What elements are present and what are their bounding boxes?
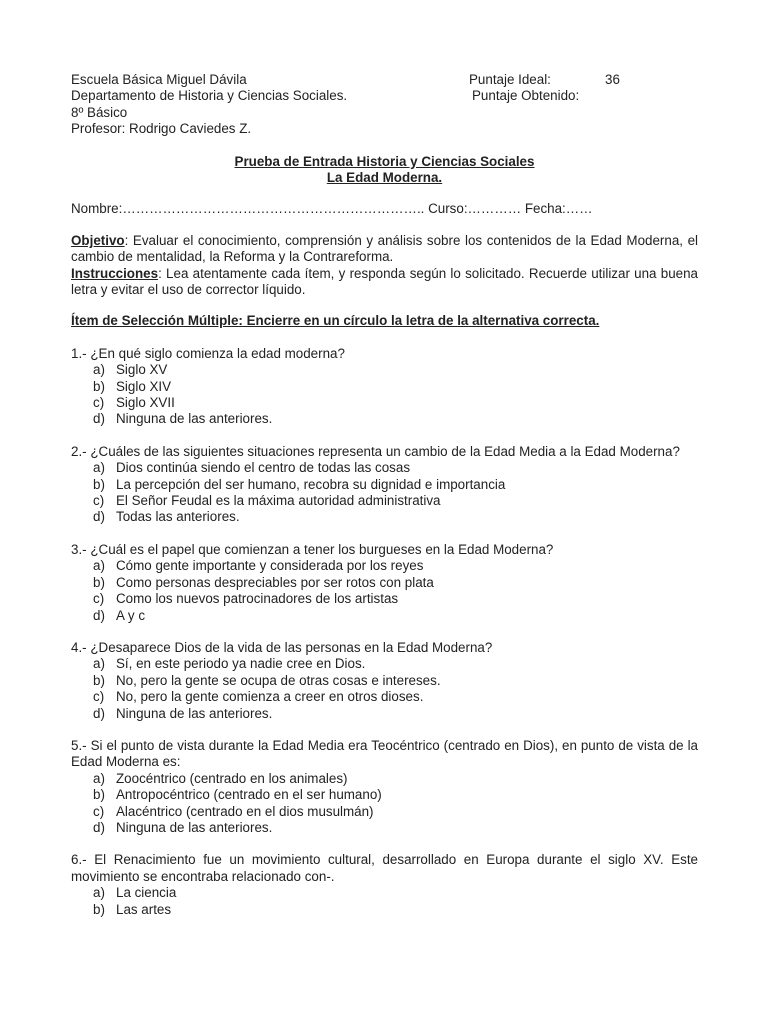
option-d[interactable] bbox=[71, 706, 698, 722]
option-text: Cómo gente importante y considerada por los reyes bbox=[116, 558, 424, 574]
option-letter[interactable]: d) bbox=[93, 509, 105, 525]
option-letter[interactable]: a) bbox=[93, 362, 105, 378]
option-letter[interactable]: b) bbox=[93, 574, 105, 590]
option-text: Ninguna de las anteriores. bbox=[116, 705, 273, 721]
option-a[interactable] bbox=[71, 771, 698, 787]
option-text: El Señor Feudal es la máxima autoridad administrativa bbox=[116, 493, 441, 509]
grade-line: 8º Básico bbox=[71, 104, 128, 120]
objective-label: Objetivo bbox=[71, 232, 125, 248]
option-letter[interactable]: b) bbox=[93, 378, 105, 394]
option-text: Como los nuevos patrocinadores de los artistas bbox=[116, 591, 399, 607]
option-letter[interactable]: a) bbox=[93, 770, 105, 786]
option-d[interactable] bbox=[71, 608, 698, 624]
option-c[interactable] bbox=[71, 689, 698, 705]
option-c[interactable] bbox=[71, 804, 698, 820]
option-text: Las artes bbox=[116, 901, 172, 917]
option-c[interactable] bbox=[71, 395, 698, 411]
option-letter[interactable]: d) bbox=[93, 411, 105, 427]
option-letter[interactable]: c) bbox=[93, 591, 105, 607]
option-b[interactable] bbox=[71, 379, 698, 395]
objective-paragraph bbox=[71, 233, 698, 266]
option-text: Todas las anteriores. bbox=[116, 509, 240, 525]
exam-title: Prueba de Entrada Historia y Ciencias Sociales bbox=[234, 153, 535, 169]
option-a[interactable] bbox=[71, 362, 698, 378]
department-name: Departamento de Historia y Ciencias Sociales. bbox=[71, 88, 348, 104]
option-letter[interactable]: b) bbox=[93, 672, 105, 688]
option-c[interactable] bbox=[71, 591, 698, 607]
option-letter[interactable]: d) bbox=[93, 819, 105, 835]
question-4 bbox=[71, 640, 698, 722]
school-name: Escuela Básica Miguel Dávila bbox=[71, 72, 247, 87]
option-b[interactable] bbox=[71, 575, 698, 591]
exam-page bbox=[71, 72, 698, 918]
option-b[interactable] bbox=[71, 902, 698, 918]
option-letter[interactable]: b) bbox=[93, 476, 105, 492]
section-title: Ítem de Selección Múltiple: Encierre en un círculo la letra de la alternativa correcta. bbox=[71, 313, 600, 329]
header-row-2 bbox=[71, 88, 698, 104]
question-6 bbox=[71, 852, 698, 918]
option-text: Sí, en este periodo ya nadie cree en Dios. bbox=[116, 656, 366, 672]
teacher-line: Profesor: Rodrigo Caviedes Z. bbox=[71, 121, 252, 137]
option-letter[interactable]: d) bbox=[93, 705, 105, 721]
option-letter[interactable]: a) bbox=[93, 460, 105, 476]
option-d[interactable] bbox=[71, 509, 698, 525]
objective-text: : Evaluar el conocimiento, comprensión y análisis sobre los contenidos de la Edad Moderna, el cambio de mentalidad, la Reforma y la Contrareforma. bbox=[71, 232, 698, 265]
option-letter[interactable]: b) bbox=[93, 901, 105, 917]
question-3 bbox=[71, 542, 698, 624]
ideal-score-label: Puntaje Ideal: bbox=[469, 72, 551, 87]
question-text: 5.- Si el punto de vista durante la Edad Media era Teocéntrico (centrado en Dios), en punto de vista de la Edad Moderna es: bbox=[71, 737, 698, 770]
instructions-paragraph bbox=[71, 266, 698, 299]
option-text: La ciencia bbox=[116, 885, 177, 901]
option-text: Ninguna de las anteriores. bbox=[116, 819, 273, 835]
option-b[interactable] bbox=[71, 477, 698, 493]
header-row-1 bbox=[71, 72, 698, 88]
option-letter[interactable]: c) bbox=[93, 689, 105, 705]
option-letter[interactable]: c) bbox=[93, 395, 105, 411]
option-text: Siglo XVII bbox=[116, 395, 175, 411]
option-text: Siglo XIV bbox=[116, 378, 172, 394]
option-d[interactable] bbox=[71, 820, 698, 836]
option-letter[interactable]: c) bbox=[93, 493, 105, 509]
option-text: Dios continúa siendo el centro de todas las cosas bbox=[116, 460, 411, 476]
instructions-label: Instrucciones bbox=[71, 265, 159, 281]
option-a[interactable] bbox=[71, 460, 698, 476]
option-letter[interactable]: d) bbox=[93, 607, 105, 623]
obtained-score-label: Puntaje Obtenido: bbox=[472, 88, 580, 104]
option-a[interactable] bbox=[71, 656, 698, 672]
question-text: 1.- ¿En qué siglo comienza la edad moderna? bbox=[71, 345, 345, 361]
option-text: Siglo XV bbox=[116, 362, 168, 378]
question-text: 2.- ¿Cuáles de las siguientes situaciones representa un cambio de la Edad Media a la Edad Moderna? bbox=[71, 443, 680, 459]
question-text: 3.- ¿Cuál es el papel que comienzan a tener los burgueses en la Edad Moderna? bbox=[71, 541, 554, 557]
exam-subtitle: La Edad Moderna. bbox=[326, 169, 443, 185]
option-d[interactable] bbox=[71, 411, 698, 427]
option-text: Zoocéntrico (centrado en los animales) bbox=[116, 770, 348, 786]
ideal-score-value: 36 bbox=[605, 72, 620, 87]
option-text: Como personas despreciables por ser rotos con plata bbox=[116, 574, 434, 590]
option-text: No, pero la gente comienza a creer en otros dioses. bbox=[116, 689, 424, 705]
option-text: No, pero la gente se ocupa de otras cosas e intereses. bbox=[116, 672, 441, 688]
option-text: Ninguna de las anteriores. bbox=[116, 411, 273, 427]
option-text: Alacéntrico (centrado en el dios musulmán) bbox=[116, 803, 374, 819]
question-1 bbox=[71, 346, 698, 428]
option-letter[interactable]: c) bbox=[93, 803, 105, 819]
option-letter[interactable]: a) bbox=[93, 656, 105, 672]
option-text: A y c bbox=[116, 607, 146, 623]
option-b[interactable] bbox=[71, 787, 698, 803]
question-5 bbox=[71, 738, 698, 836]
question-text: 4.- ¿Desaparece Dios de la vida de las personas en la Edad Moderna? bbox=[71, 639, 493, 655]
option-letter[interactable]: b) bbox=[93, 787, 105, 803]
option-c[interactable] bbox=[71, 493, 698, 509]
option-a[interactable] bbox=[71, 885, 698, 901]
option-letter[interactable]: a) bbox=[93, 885, 105, 901]
option-text: Antropocéntrico (centrado en el ser humano) bbox=[116, 787, 382, 803]
question-text: 6.- El Renacimiento fue un movimiento cultural, desarrollado en Europa durante el siglo XV. Este movimiento se encontraba relacionado con-. bbox=[71, 852, 698, 884]
option-b[interactable] bbox=[71, 673, 698, 689]
option-letter[interactable]: a) bbox=[93, 558, 105, 574]
option-a[interactable] bbox=[71, 558, 698, 574]
question-2 bbox=[71, 444, 698, 526]
option-text: La percepción del ser humano, recobra su dignidad e importancia bbox=[116, 476, 506, 492]
student-info-line: Nombre:………………………………………………………….. Curso:………… Fecha:…… bbox=[71, 201, 593, 217]
instructions-text: : Lea atentamente cada ítem, y responda según lo solicitado. Recuerde utilizar una buena letra y evitar el uso de corrector líquido. bbox=[71, 265, 698, 297]
